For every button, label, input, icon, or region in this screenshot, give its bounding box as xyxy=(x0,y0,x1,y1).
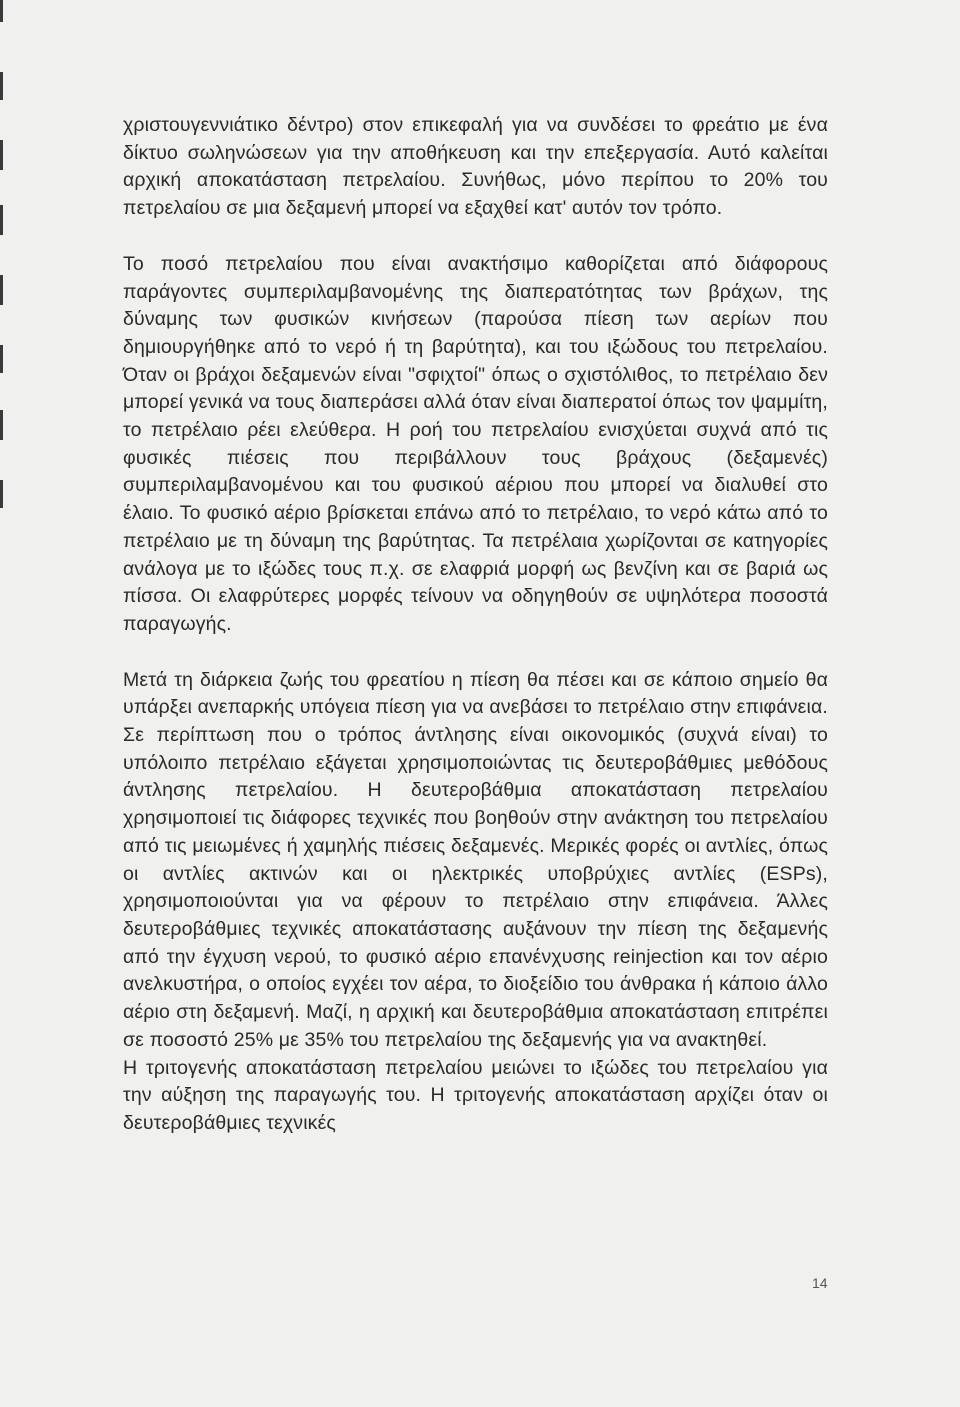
scan-edge-mark xyxy=(0,205,3,235)
paragraph-2: Το ποσό πετρελαίου που είναι ανακτήσιμο καθορίζεται από διάφορους παράγοντες συμπεριλαμβανομένης της διαπερατότητας των βράχων, της δύναμης των φυσικών κινήσεων (παρούσα πίεση των αερίων που δημιουργήθηκε από το νερό ή τη βαρύτητα), και του ιξώδους του πετρελαίου. Όταν οι βράχοι δεξαμενών είναι "σφιχτοί" όπως ο σχιστόλιθος, το πετρέλαιο δεν μπορεί γενικά να τους διαπεράσει αλλά όταν είναι διαπερατοί όπως τον ψαμμίτη, το πετρέλαιο ρέει ελεύθερα. Η ροή του πετρελαίου ενισχύεται συχνά από τις φυσικές πιέσεις που περιβάλλουν τους βράχους (δεξαμενές) συμπεριλαμβανομένου και του φυσικού αέριου που μπορεί να διαλυθεί στο έλαιο. Το φυσικό αέριο βρίσκεται επάνω από το πετρέλαιο, το νερό κάτω από το πετρέλαιο με τη δύναμη της βαρύτητας. Τα πετρέλαια χωρίζονται σε κατηγορίες ανάλογα με το ιξώδες τους π.χ. σε ελαφριά μορφή ως βενζίνη και σε βαριά ως πίσσα. Οι ελαφρύτερες μορφές τείνουν να οδηγηθούν σε υψηλότερα ποσοστά παραγωγής. xyxy=(123,252,828,635)
scan-edge-mark xyxy=(0,0,3,22)
scan-edge-mark xyxy=(0,140,3,170)
scan-edge-mark xyxy=(0,410,3,440)
paragraph-4: Η τριτογενής αποκατάσταση πετρελαίου μειώνει το ιξώδες του πετρελαίου για την αύξηση της παραγωγής του. Η τριτογενής αποκατάσταση αρχίζει όταν οι δευτεροβάθμιες τεχνικές xyxy=(123,1056,828,1134)
scan-edge-mark xyxy=(0,275,3,305)
paragraph-1: χριστουγεννιάτικο δέντρο) στον επικεφαλή για να συνδέσει το φρεάτιο με ένα δίκτυο σωληνώσεων για την αποθήκευση και την επεξεργασία. Αυτό καλείται αρχική αποκατάσταση πετρελαίου. Συνήθως, μόνο περίπου το 20% του πετρελαίου σε μια δεξαμενή μπορεί να εξαχθεί κατ' αυτόν τον τρόπο. xyxy=(123,114,828,220)
scan-edge-mark xyxy=(0,72,3,100)
page-number: 14 xyxy=(812,1275,828,1291)
paragraph-3: Μετά τη διάρκεια ζωής του φρεατίου η πίεση θα πέσει και σε κάποιο σημείο θα υπάρξει ανεπαρκής υπόγεια πίεση για να ανεβάσει το πετρέλαιο στην επιφάνεια. Σε περίπτωση που ο τρόπος άντλησης είναι οικονομικός (συχνά είναι) το υπόλοιπο πετρέλαιο εξάγεται χρησιμοποιώντας τις δευτεροβάθμιες μεθόδους άντλησης πετρελαίου. Η δευτεροβάθμια αποκατάσταση πετρελαίου χρησιμοποιεί τις διάφορες τεχνικές που βοηθούν στην ανάκτηση του πετρελαίου από τις μειωμένες ή χαμηλής πιέσεις δεξαμενές. Μερικές φορές οι αντλίες, όπως οι αντλίες ακτινών και οι ηλεκτρικές υποβρύχιες αντλίες (ESPs), χρησιμοποιούνται για να φέρουν το πετρέλαιο στην επιφάνεια. Άλλες δευτεροβάθμιες τεχνικές αποκατάστασης αυξάνουν την πίεση της δεξαμενής από την έγχυση νερού, το φυσικό αέριο επανένχυσης reinjection και τον αέριο ανελκυστήρα, ο οποίος εγχέει τον αέρα, το διοξείδιο του άνθρακα ή κάποιο άλλο αέριο στη δεξαμενή. Μαζί, η αρχική και δευτεροβάθμια αποκατάσταση επιτρέπει σε ποσοστό 25% με 35% του πετρελαίου της δεξαμενής για να ανακτηθεί. xyxy=(123,668,828,1051)
document-page xyxy=(123,112,828,1138)
scan-edge-mark xyxy=(0,480,3,508)
scan-edge-mark xyxy=(0,345,3,373)
